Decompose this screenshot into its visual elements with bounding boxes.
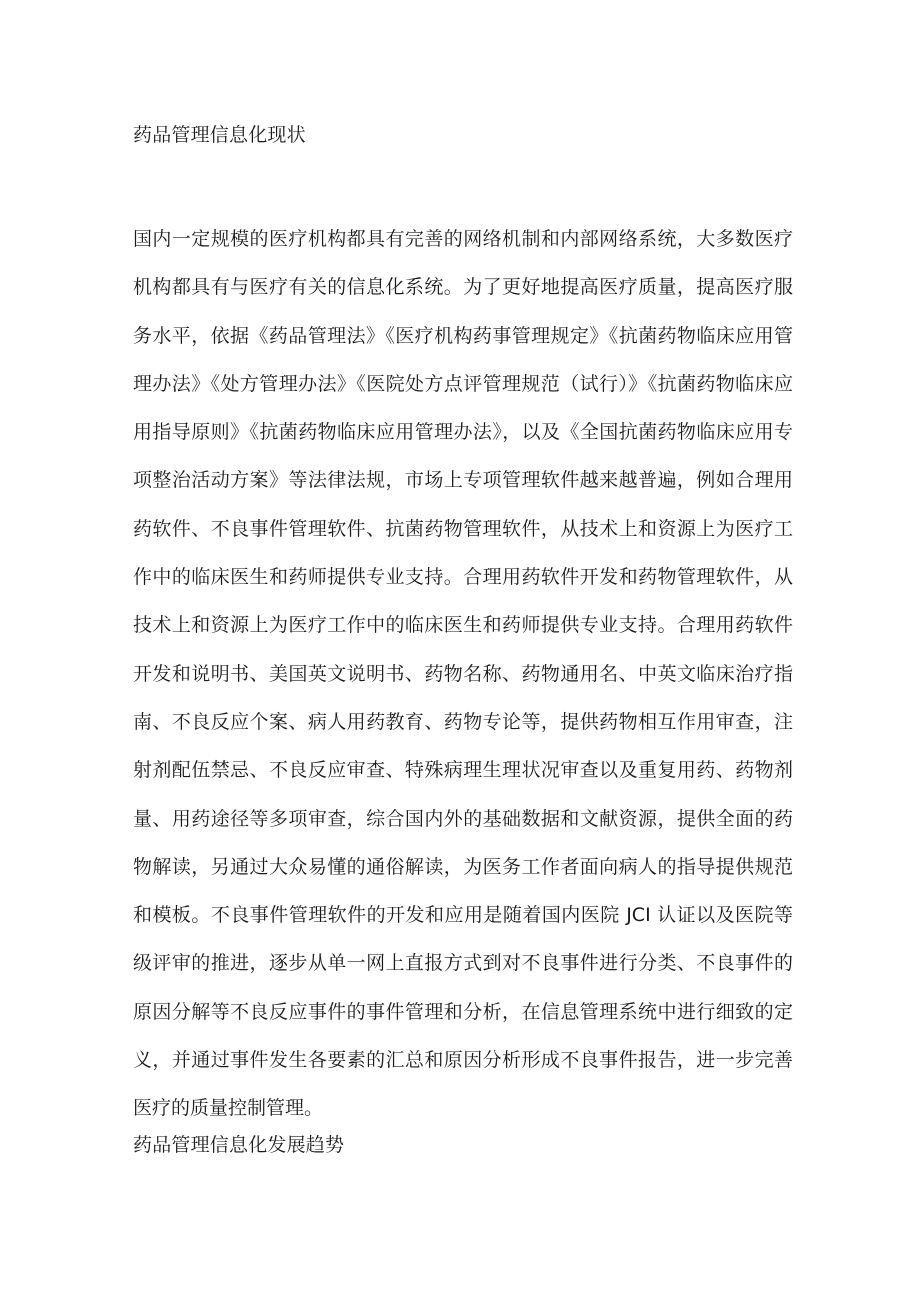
section-heading-development-trend: 药品管理信息化发展趋势: [133, 1134, 345, 1156]
body-paragraph: 国内一定规模的医疗机构都具有完善的网络机制和内部网络系统，大多数医疗机构都具有与医疗有关的信息化系统。为了更好地提高医疗质量，提高医疗服务水平，依据《药品管理法》《医疗机构药事管理规定》《抗菌药物临床应用管理办法》《处方管理办法》《医院处方点评管理规范（试行）》《抗菌药物临床应用指导原则》《抗菌药物临床应用管理办法》，以及《全国抗菌药物临床应用专项整治活动方案》等法律法规，市场上专项管理软件越来越普遍，例如合理用药软件、不良事件管理软件、抗菌药物管理软件，从技术上和资源上为医疗工作中的临床医生和药师提供专业支持。合理用药软件开发和药物管理软件，从技术上和资源上为医疗工作中的临床医生和药师提供专业支持。合理用药软件开发和说明书、美国英文说明书、药物名称、药物通用名、中英文临床治疗指南、不良反应个案、病人用药教育、药物专论等，提供药物相互作用审查，注射剂配伍禁忌、不良反应审查、特殊病理生理状况审查以及重复用药、药物剂量、用药途径等多项审查，综合国内外的基础数据和文献资源，提供全面的药物解读，另通过大众易懂的通俗解读，为医务工作者面向病人的指导提供规范和模板。不良事件管理软件的开发和应用是随着国内医院 JCI 认证以及医院等级评审的推进，逐步从单一网上直报方式到对不良事件进行分类、不良事件的原因分解等不良反应事件的事件管理和分析，在信息管理系统中进行细致的定义，并通过事件发生各要素的汇总和原因分析形成不良事件报告，进一步完善医疗的质量控制管理。: [133, 228, 793, 1120]
section-heading-current-status: 药品管理信息化现状: [133, 124, 306, 146]
